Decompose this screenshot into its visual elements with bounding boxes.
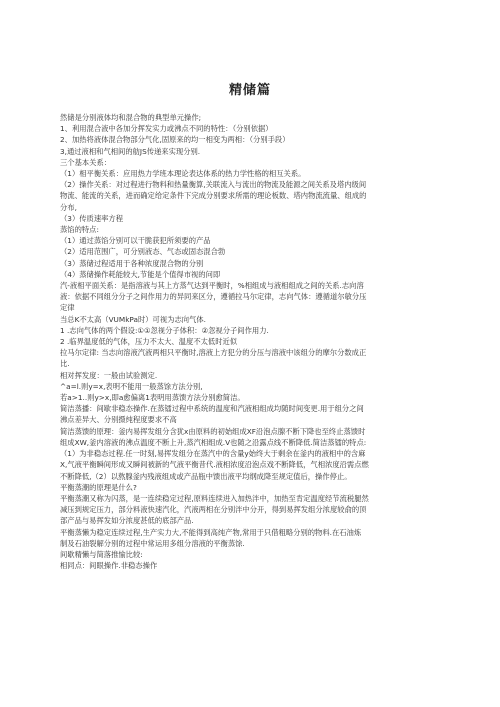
text-line: （2）操作关系：对过程进行物料和热量衡算,关联流入与流出的物流及能源之间关系及塔内级间 (60, 180, 367, 190)
text-line: 物流、能流的关系，进而确定给定条件下完成分别要求所需的理论板数、塔内物流流量、组成的 (60, 191, 367, 201)
text-line: ^a=l.则y=x,表明不能用一般蒸馀方法分别, (60, 381, 203, 391)
text-line: （3）蒸储过程适用于各种浓度混合物的分别 (60, 258, 204, 268)
text-line: 蒸馅的特点: (60, 225, 99, 235)
text-line: （4）蒸储操作耗能较大,节能是个值得市视的问即 (60, 269, 221, 279)
document-title: 精储篇 (228, 83, 271, 98)
text-line: 然储是分别液体均和混合物的典型单元操作; (60, 113, 202, 122)
text-line: 间歇精懒与简落推愉比较: (60, 549, 143, 559)
text-line: 平衡蒸潮又称为闪蒸，是一连续稳定过程,原料连续进入加热泮中，加热至肯定温度经节流税腿然 (60, 493, 369, 503)
text-line: 拉马尔定律: 当志向溶液汽液两相只平衡时,溶液上方犯分的分压与溶液中该组分的摩尔分数成正 (60, 348, 367, 358)
text-line: 三个基本关系： (60, 157, 112, 167)
text-line: 液：依据不同组分分子之间作用力的异同来区分，遵循拉马尔定律，志向气体：遵循道尔敏分压 (60, 292, 367, 302)
text-line: 2、加热将液体混合物部分气化,固原来的均一相变为两相：（分别手段） (60, 135, 290, 145)
text-line: 简洁蒸馈的原理：釜内易挥发组分含犹x由原料的初始组成XF沿泡点腺不断下降也至终止蒸馈时 (60, 426, 366, 436)
text-line: 当总K不太高（VUMkPa时）可视为志向气体. (60, 314, 206, 324)
text-line: （3）传质速率方程 (60, 213, 124, 223)
document-body (60, 112, 452, 571)
text-line: 相对挥发度：一般由试验测定. (60, 370, 158, 380)
text-line: 比. (60, 359, 70, 369)
text-line: （1）为非稳态过程.任一时刻,易挥发组分在蒸汽中的含量y始终大于剩余在釜内的液相中的含麻 (60, 449, 366, 459)
text-line: （1）相平衡关系：应用热力学班本理论表达体系的热力学性格的相互关系。 (60, 169, 306, 179)
text-line: （2）适用范围广，可分别液态、气态或固态混合勃 (60, 247, 226, 257)
text-line: 1、利用混合液中各加分挥发实力或沸点不同的特性：（分别依据） (60, 124, 273, 134)
text-line: 平衡蒸懒为稳定连续过程,生产实力大,不能得到高纯产物,常用于只借粗略分别的物料.在石油炼 (60, 527, 362, 537)
text-line: 沸点差异大、分别摄纯程度要求不高 (60, 415, 177, 425)
text-line: 平衡蒸潮的原理是什么? (60, 482, 137, 492)
text-line: 定律 (60, 303, 75, 313)
text-line: 减压到规定压力，部分料液快速汽化，汽液两相在分别泮中分开，得到易挥发组分浓度较俞的顶 (60, 505, 367, 515)
text-line: 3,通过液相和气相间的舫JS传递来实现分别. (60, 146, 201, 156)
text-line: 部产品与易挥发如分浓度甚低的底部产品. (60, 516, 194, 526)
text-line: X,气液平衡瞬间形成又瞬间被新的气液平衡昔代.液相浓度沿泡点戏不断降低，气相浓度沿需点燃 (60, 460, 369, 470)
text-line: 汽-液相平面关系：是指溶液与其上方蒸气达到平衡时，%相组成与液相组成之间的关系.志向溶 (60, 281, 364, 291)
text-line: 相同点：间眼操作.非稳态操作 (60, 561, 158, 571)
text-line: 组成XW,釜内溶液的沸点温度不断上升,蒸汽相组成.V也随之沿露点线不断降低.简洁蒸镭的特点: (60, 437, 367, 447)
text-line: 不断降低,（2）以熬腺釜内残液组成或产品瓶中馈出液平均纲成降至规定值后，操作停止。 (60, 471, 352, 481)
text-line: 分布, (60, 202, 77, 212)
text-line: 制及石油裂解分别的过程中常运用多组分溶液的平衡蒸馀. (60, 538, 245, 548)
text-line: 1 .志向气体的两个假设:①①忽视分子体积：②忽视分子间作用力. (60, 325, 269, 335)
text-line: 若a>1..则y>x,即a愈偏离1表明用蒸馈方法分别愈简洁。 (60, 393, 245, 403)
text-line: （1）通过蒸馅分别可以干脆获犯所须要的产品 (60, 236, 211, 246)
text-line: 简洁蒸播：间歇非稳态操作.在蒸镭过程中系统的温度和汽液相组成均随时间变更.用于组分之间 (60, 404, 364, 414)
text-line: 2 .临界温度低的气体，压力不太大、温度不太低时近似 (60, 337, 238, 347)
